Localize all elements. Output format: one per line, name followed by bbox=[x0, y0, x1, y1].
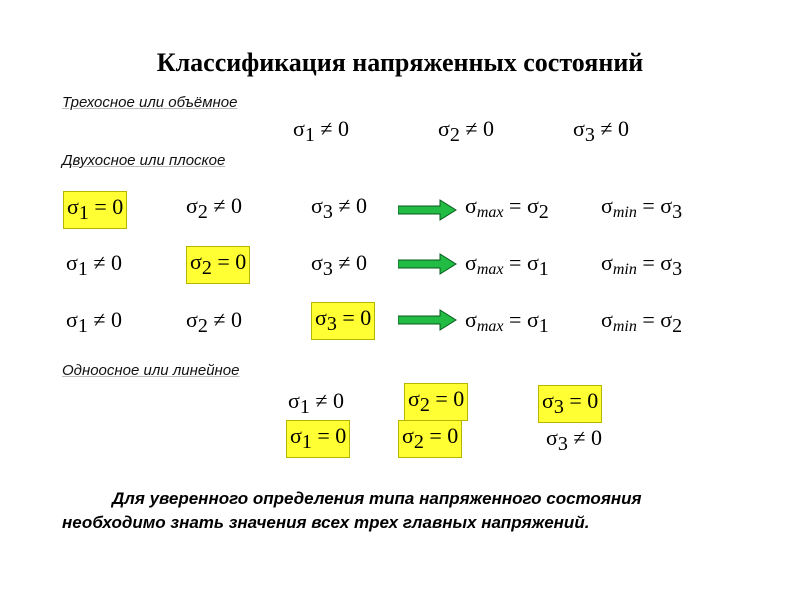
sigma2-eq-zero-highlighted: σ2 = 0 bbox=[186, 246, 250, 284]
section-heading-uniaxial: Одноосное или линейное bbox=[62, 362, 240, 379]
sigma1-neq-zero: σ1 ≠ 0 bbox=[66, 250, 122, 280]
sigma3-eq-zero-highlighted: σ3 = 0 bbox=[311, 302, 375, 340]
sigma3-neq-zero-uniaxial: σ3 ≠ 0 bbox=[546, 425, 602, 455]
sigma1-neq-zero: σ1 ≠ 0 bbox=[66, 307, 122, 337]
sigma3-neq-zero-triaxial: σ3 ≠ 0 bbox=[573, 116, 629, 146]
sigma-max-eq-sigma2: σmax = σ2 bbox=[465, 193, 549, 223]
sigma-min-eq-sigma3: σmin = σ3 bbox=[601, 250, 683, 280]
page-title: Классификация напряженных состояний bbox=[156, 48, 644, 77]
note-line-2: необходимо знать значения всех трех главных напряжений. bbox=[62, 513, 590, 532]
sigma-min-eq-sigma3: σmin = σ3 bbox=[601, 193, 683, 223]
right-arrow-icon bbox=[398, 198, 458, 222]
sigma-symbol: σ bbox=[293, 116, 305, 141]
sigma-max-eq-sigma1: σmax = σ1 bbox=[465, 307, 549, 337]
sigma-min-eq-sigma2: σmin = σ2 bbox=[601, 307, 683, 337]
sigma3-neq-zero: σ3 ≠ 0 bbox=[311, 250, 367, 280]
sigma2-neq-zero-triaxial: σ2 ≠ 0 bbox=[438, 116, 494, 146]
note-line-1: Для уверенного определения типа напряженного состояния bbox=[112, 489, 642, 508]
sigma1-neq-zero-triaxial: σ1 ≠ 0 bbox=[293, 116, 349, 146]
sigma2-eq-zero-highlighted: σ2 = 0 bbox=[404, 383, 468, 421]
sigma-max-eq-sigma1: σmax = σ1 bbox=[465, 250, 549, 280]
sigma2-eq-zero-highlighted: σ2 = 0 bbox=[398, 420, 462, 458]
sigma2-neq-zero: σ2 ≠ 0 bbox=[186, 193, 242, 223]
right-arrow-icon bbox=[398, 252, 458, 276]
section-heading-biaxial: Двухосное или плоское bbox=[62, 152, 226, 169]
section-heading-triaxial: Трехосное или объёмное bbox=[62, 94, 238, 111]
sigma1-neq-zero-uniaxial: σ1 ≠ 0 bbox=[288, 388, 344, 418]
sigma1-eq-zero-highlighted: σ1 = 0 bbox=[63, 191, 127, 229]
sigma1-eq-zero-highlighted: σ1 = 0 bbox=[286, 420, 350, 458]
conclusion-note bbox=[62, 487, 762, 535]
sigma3-neq-zero: σ3 ≠ 0 bbox=[311, 193, 367, 223]
right-arrow-icon bbox=[398, 308, 458, 332]
sigma3-eq-zero-highlighted: σ3 = 0 bbox=[538, 385, 602, 423]
sigma2-neq-zero: σ2 ≠ 0 bbox=[186, 307, 242, 337]
